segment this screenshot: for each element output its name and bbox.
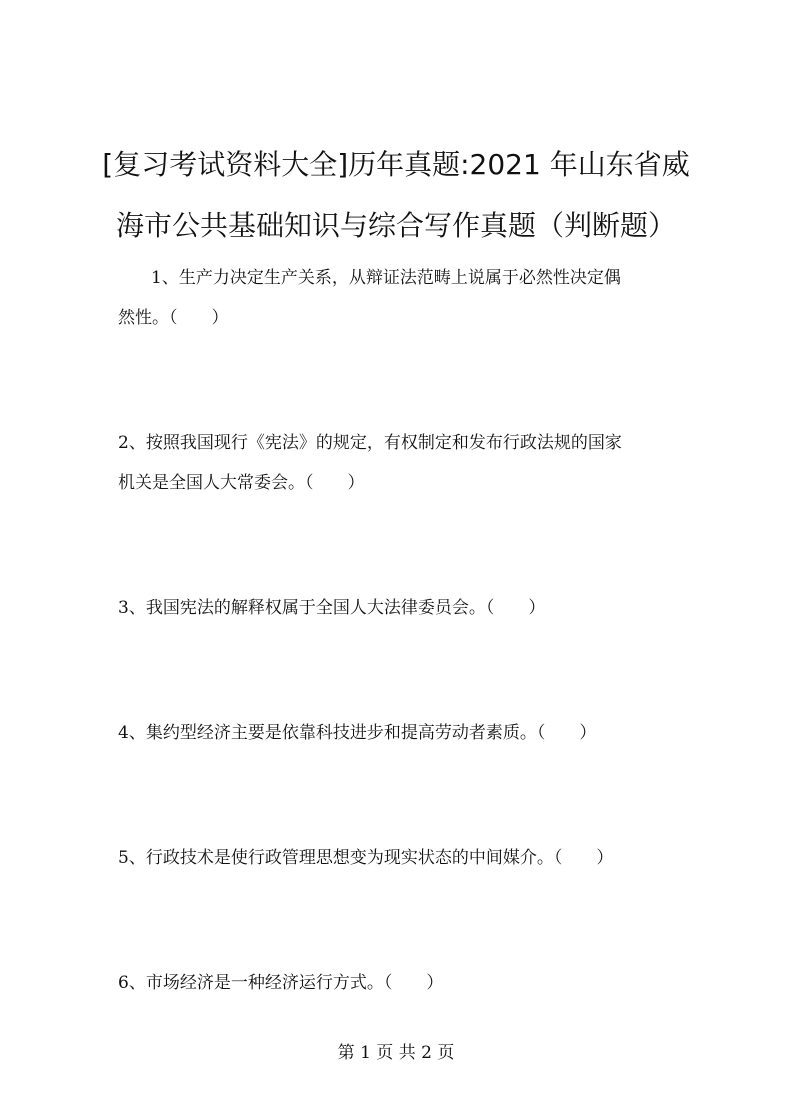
page-footer: 第 1 页 共 2 页 xyxy=(337,1043,455,1063)
question-3: 3、我国宪法的解释权属于全国人大法律委员会。（ ） xyxy=(118,598,546,618)
question-2-line-2: 机关是全国人大常委会。（ ） xyxy=(118,473,365,493)
document-title-line-1: [复习考试资料大全]历年真题:2021 年山东省威 xyxy=(102,148,690,181)
question-6: 6、市场经济是一种经济运行方式。（ ） xyxy=(118,973,444,993)
question-2-line-1: 2、按照我国现行《宪法》的规定，有权制定和发布行政法规的国家 xyxy=(118,433,622,453)
question-1-line-2: 然性。（ ） xyxy=(118,308,229,328)
document-title-line-2: 海市公共基础知识与综合写作真题（判断题） xyxy=(115,209,676,242)
question-1-line-1: 1、生产力决定生产关系，从辩证法范畴上说属于必然性决定偶 xyxy=(151,268,621,288)
question-4: 4、集约型经济主要是依靠科技进步和提高劳动者素质。（ ） xyxy=(118,723,597,743)
question-5: 5、行政技术是使行政管理思想变为现实状态的中间媒介。（ ） xyxy=(118,848,614,868)
